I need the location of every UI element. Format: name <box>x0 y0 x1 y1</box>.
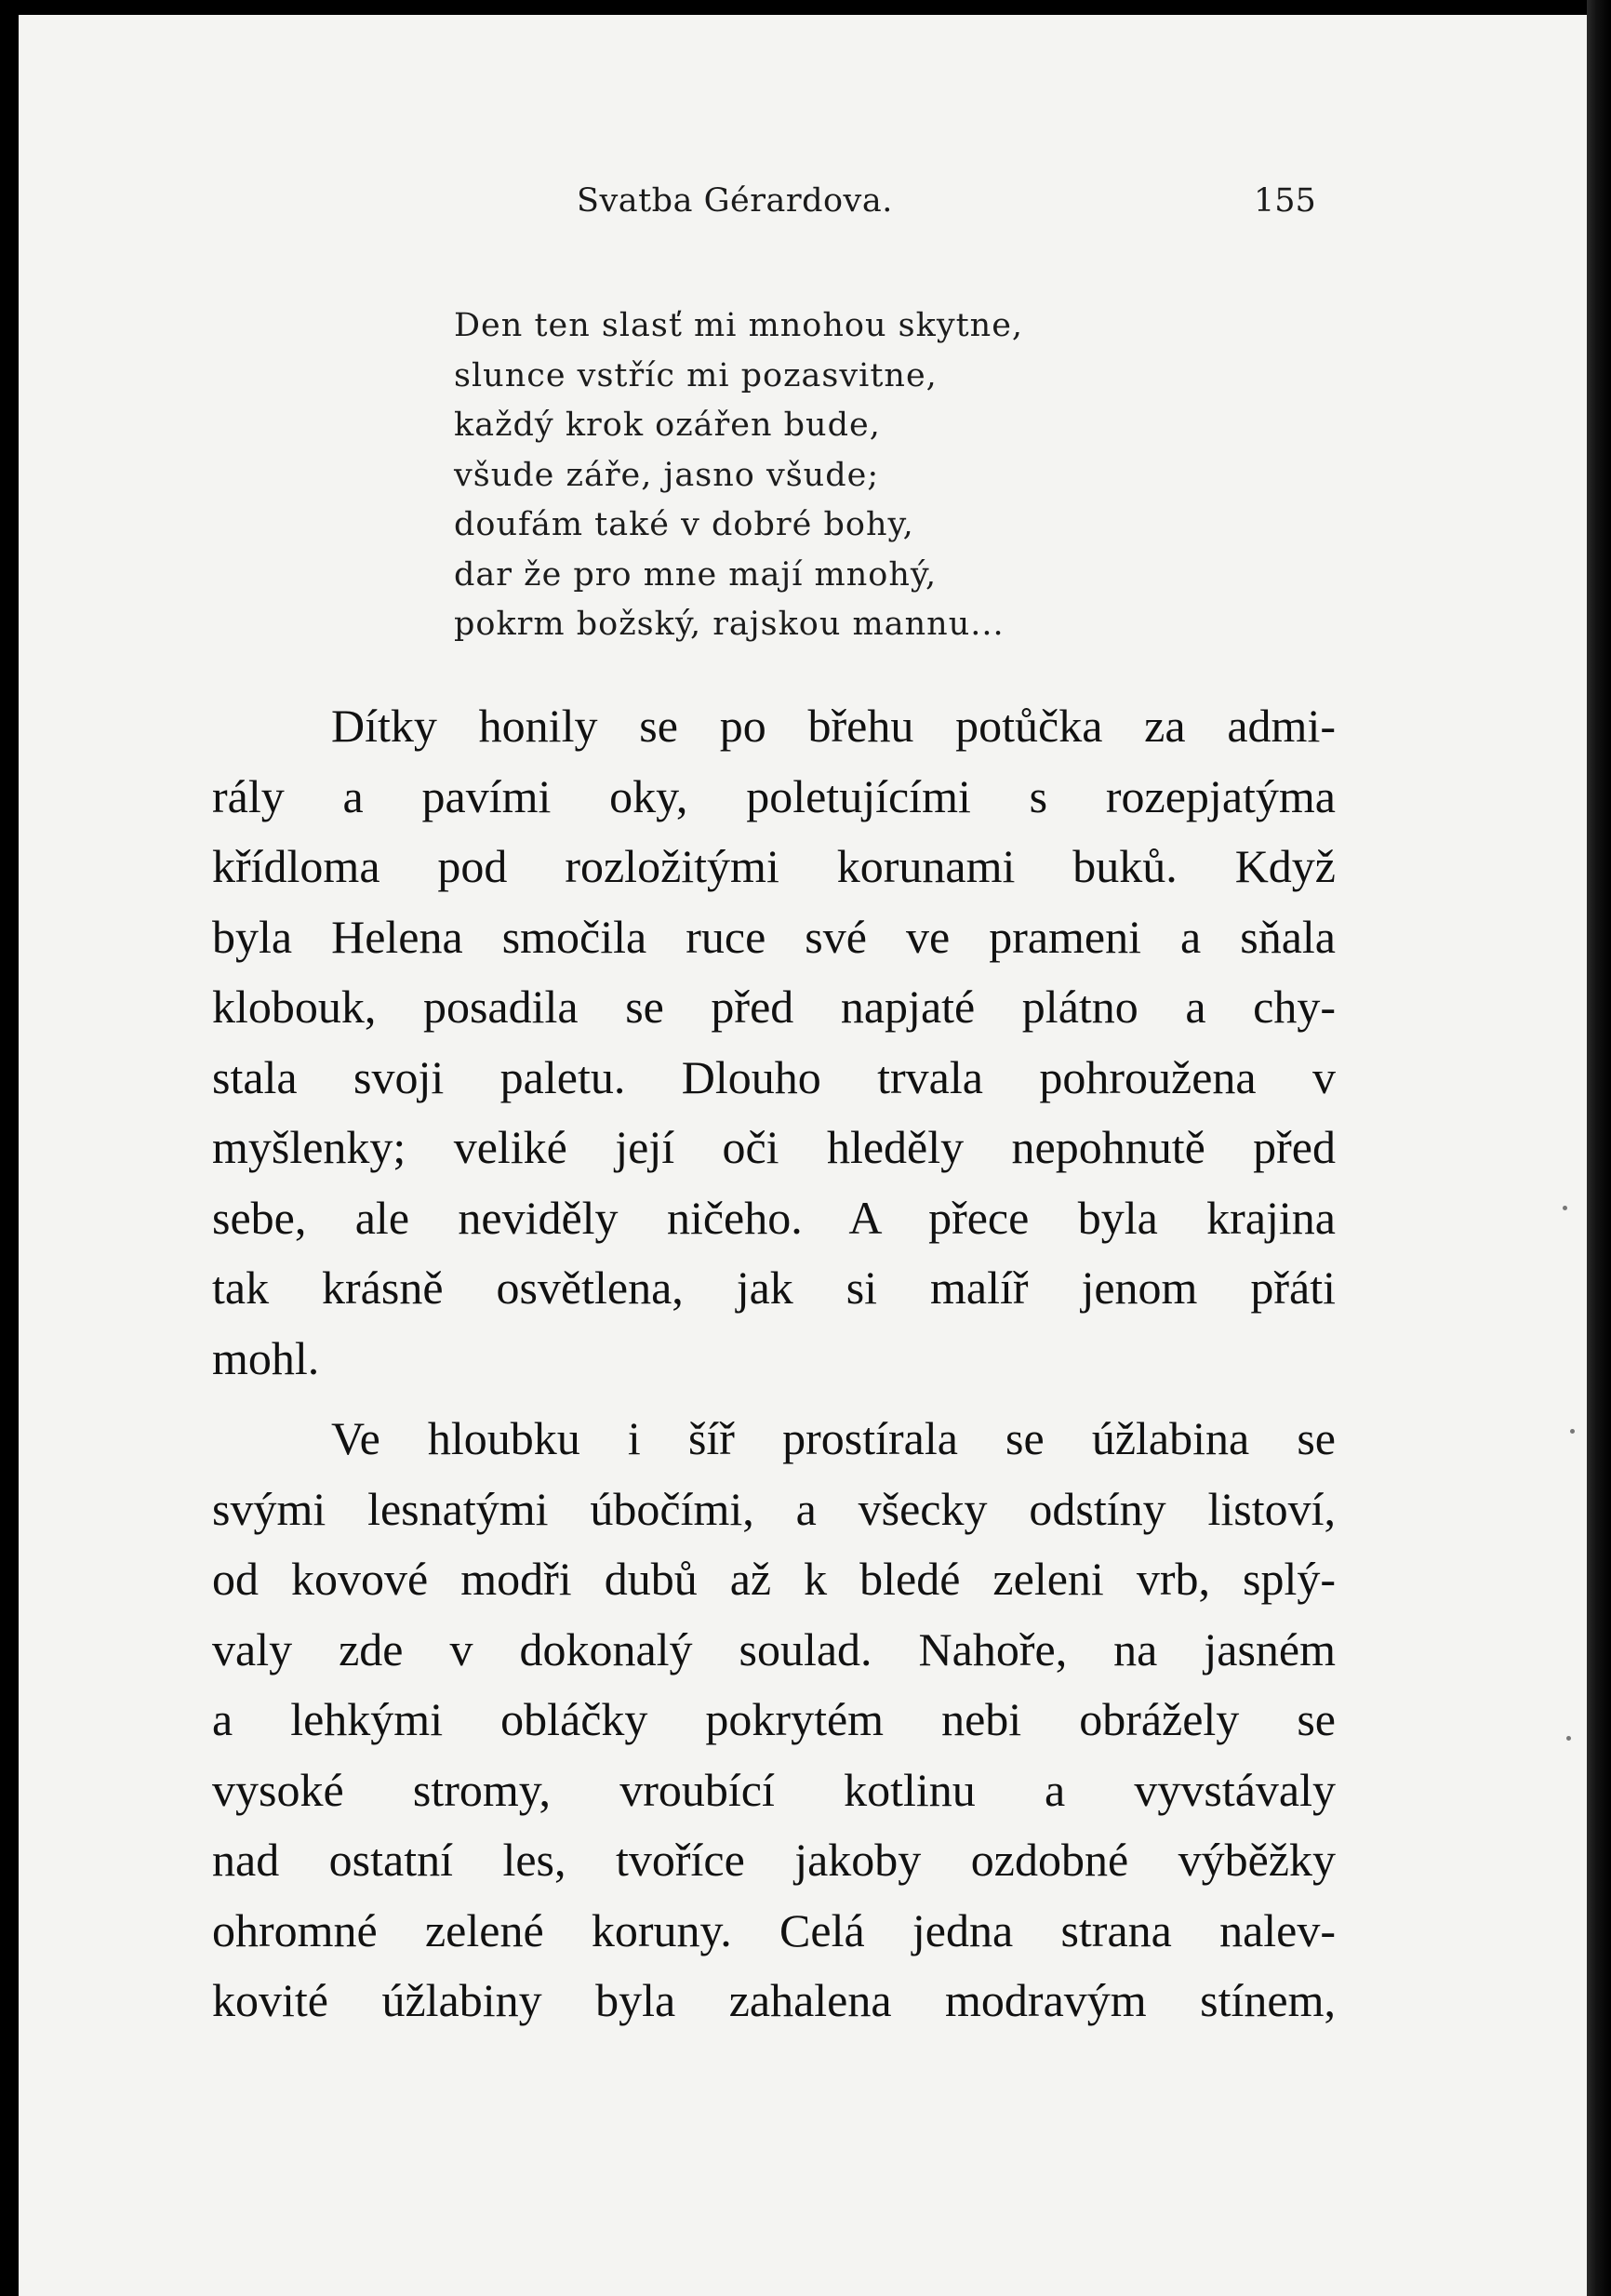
poem-line: dar že pro mne mají mnohý, <box>454 555 938 594</box>
text-line: tak krásně osvětlena, jak si malíř jenom přáti <box>212 1261 1336 1314</box>
text-line: křídloma pod rozložitými korunami buků. Když <box>212 840 1336 892</box>
text-line: ohromné zelené koruny. Celá jedna strana nalev- <box>212 1903 1336 1956</box>
text-line: valy zde v dokonalý soulad. Nahoře, na jasném <box>212 1622 1336 1675</box>
poem-line: doufám také v dobré bohy, <box>454 506 914 543</box>
scan-border-top <box>0 0 1611 15</box>
text-line: stala svoji paletu. Dlouho trvala pohroužena v <box>212 1050 1336 1103</box>
running-head <box>19 182 1587 229</box>
text-line: kovité úžlabiny byla zahalena modravým stínem, <box>212 1974 1336 2026</box>
page-number: 155 <box>1254 182 1316 220</box>
scan-speck <box>1563 1206 1567 1210</box>
text-line: od kovové modři dubů až k bledé zeleni vrb, splý- <box>212 1553 1336 1605</box>
text-line: rály a pavími oky, poletujícími s rozepjatýma <box>212 769 1336 822</box>
text-line: sebe, ale neviděly ničeho. A přece byla krajina <box>212 1191 1336 1244</box>
poem-line: Den ten slasť mi mnohou skytne, <box>454 307 1024 344</box>
text-line: mohl. <box>212 1331 320 1384</box>
poem-line: slunce vstříc mi pozasvitne, <box>454 356 938 394</box>
text-line: Dítky honily se po břehu potůčka za admi- <box>331 700 1336 752</box>
paragraph-1 <box>212 691 1336 1394</box>
scan-border-left <box>0 0 19 2296</box>
text-line: vysoké stromy, vroubící kotlinu a vyvstávaly <box>212 1763 1336 1816</box>
text-line: svými lesnatými úbočími, a všecky odstíny listoví, <box>212 1482 1336 1535</box>
running-title: Svatba Gérardova. <box>577 182 893 220</box>
text-line: myšlenky; veliké její oči hleděly nepohnutě před <box>212 1121 1336 1173</box>
scan-speck <box>1570 1429 1575 1434</box>
text-line: nad ostatní les, tvoříce jakoby ozdobné výběžky <box>212 1834 1336 1886</box>
text-line: klobouk, posadila se před napjaté plátno a chy- <box>212 981 1336 1033</box>
poem-line: pokrm božský, rajskou mannu... <box>454 606 1005 643</box>
poem-line: všude záře, jasno všude; <box>454 456 880 494</box>
book-page <box>19 15 1587 2296</box>
paragraph-2 <box>212 1404 1336 2036</box>
text-line: byla Helena smočila ruce své ve prameni a sňala <box>212 910 1336 963</box>
scan-border-right <box>1587 0 1611 2296</box>
poem-stanza <box>454 301 1291 650</box>
poem-line: každý krok ozářen bude, <box>454 407 881 444</box>
text-line: a lehkými obláčky pokrytém nebi obrážely se <box>212 1693 1336 1745</box>
text-line: Ve hloubku i šíř prostírala se úžlabina se <box>331 1412 1336 1464</box>
scan-speck <box>1566 1736 1571 1741</box>
